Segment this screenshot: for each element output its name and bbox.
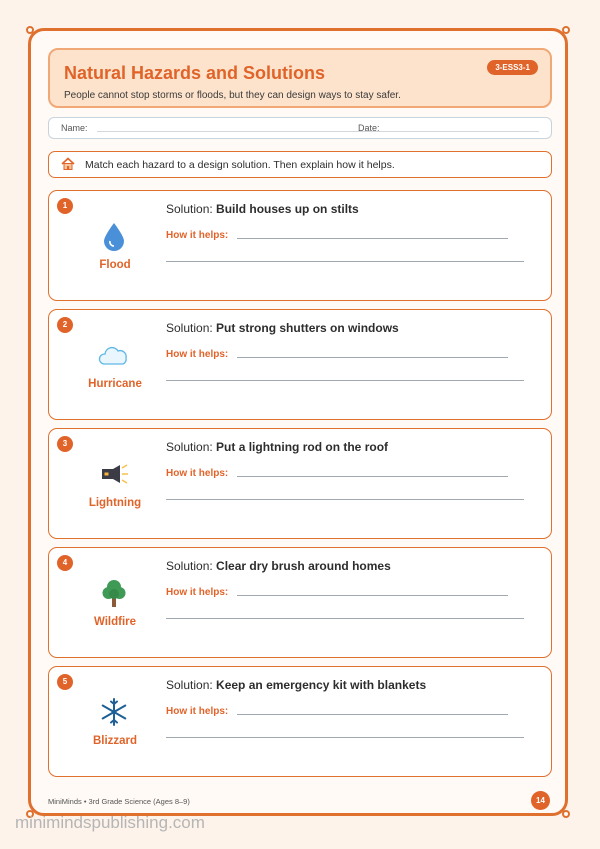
answer-line[interactable] bbox=[237, 714, 508, 715]
solution-text: Solution: Put a lightning rod on the roof bbox=[166, 440, 389, 454]
page-subtitle: People cannot stop storms or floods, but they can design ways to stay safer. bbox=[64, 90, 401, 101]
card-number: 5 bbox=[57, 674, 73, 690]
page-title: Natural Hazards and Solutions bbox=[64, 63, 326, 83]
worksheet-header bbox=[48, 48, 552, 108]
date-field[interactable] bbox=[389, 131, 539, 132]
hazard-card-flood bbox=[48, 190, 552, 301]
hazard-name: Hurricane bbox=[88, 378, 142, 390]
watermark: minimindspublishing.com bbox=[15, 813, 205, 832]
frame-corner bbox=[26, 26, 34, 34]
card-number: 1 bbox=[57, 198, 73, 214]
card-number: 3 bbox=[57, 436, 73, 452]
hazard-name: Lightning bbox=[88, 497, 142, 509]
answer-line[interactable] bbox=[237, 595, 508, 596]
answer-line[interactable] bbox=[237, 357, 508, 358]
instructions-text: Match each hazard to a design solution. Then explain how it helps. bbox=[85, 159, 395, 171]
how-it-helps-label: How it helps: bbox=[166, 587, 229, 598]
answer-line[interactable] bbox=[237, 476, 508, 477]
flashlight-icon bbox=[97, 457, 131, 491]
how-it-helps-label: How it helps: bbox=[166, 468, 229, 479]
solution-text: Solution: Keep an emergency kit with blankets bbox=[166, 678, 427, 692]
house-icon bbox=[61, 157, 75, 174]
hazard-card-lightning bbox=[48, 428, 552, 539]
hazard-name: Blizzard bbox=[92, 735, 138, 747]
answer-line[interactable] bbox=[166, 499, 524, 500]
solution-text: Solution: Clear dry brush around homes bbox=[166, 559, 391, 573]
water-drop-icon bbox=[97, 219, 131, 253]
name-label: Name: bbox=[61, 123, 88, 133]
name-date-bar bbox=[48, 117, 552, 139]
snowflake-icon bbox=[97, 695, 131, 729]
frame-corner bbox=[562, 26, 570, 34]
name-field[interactable] bbox=[97, 131, 389, 132]
tree-icon bbox=[97, 576, 131, 610]
how-it-helps-label: How it helps: bbox=[166, 230, 229, 241]
hazard-card-blizzard bbox=[48, 666, 552, 777]
answer-line[interactable] bbox=[166, 618, 524, 619]
cloud-icon bbox=[97, 338, 131, 372]
hazard-card-wildfire bbox=[48, 547, 552, 658]
solution-text: Solution: Build houses up on stilts bbox=[166, 202, 359, 216]
answer-line[interactable] bbox=[166, 261, 524, 262]
answer-line[interactable] bbox=[166, 380, 524, 381]
card-number: 4 bbox=[57, 555, 73, 571]
date-label: Date: bbox=[358, 123, 380, 133]
how-it-helps-label: How it helps: bbox=[166, 349, 229, 360]
answer-line[interactable] bbox=[237, 238, 508, 239]
hazard-name: Wildfire bbox=[93, 616, 137, 628]
footer-text: MiniMinds • 3rd Grade Science (Ages 8–9) bbox=[48, 797, 190, 806]
hazard-name: Flood bbox=[99, 259, 131, 271]
frame-corner bbox=[562, 810, 570, 818]
hazard-card-hurricane bbox=[48, 309, 552, 420]
page-number: 14 bbox=[531, 791, 550, 810]
solution-text: Solution: Put strong shutters on windows bbox=[166, 321, 399, 335]
answer-line[interactable] bbox=[166, 737, 524, 738]
card-number: 2 bbox=[57, 317, 73, 333]
how-it-helps-label: How it helps: bbox=[166, 706, 229, 717]
standard-code-badge: 3-ESS3-1 bbox=[487, 60, 538, 75]
instructions-box bbox=[48, 151, 552, 178]
